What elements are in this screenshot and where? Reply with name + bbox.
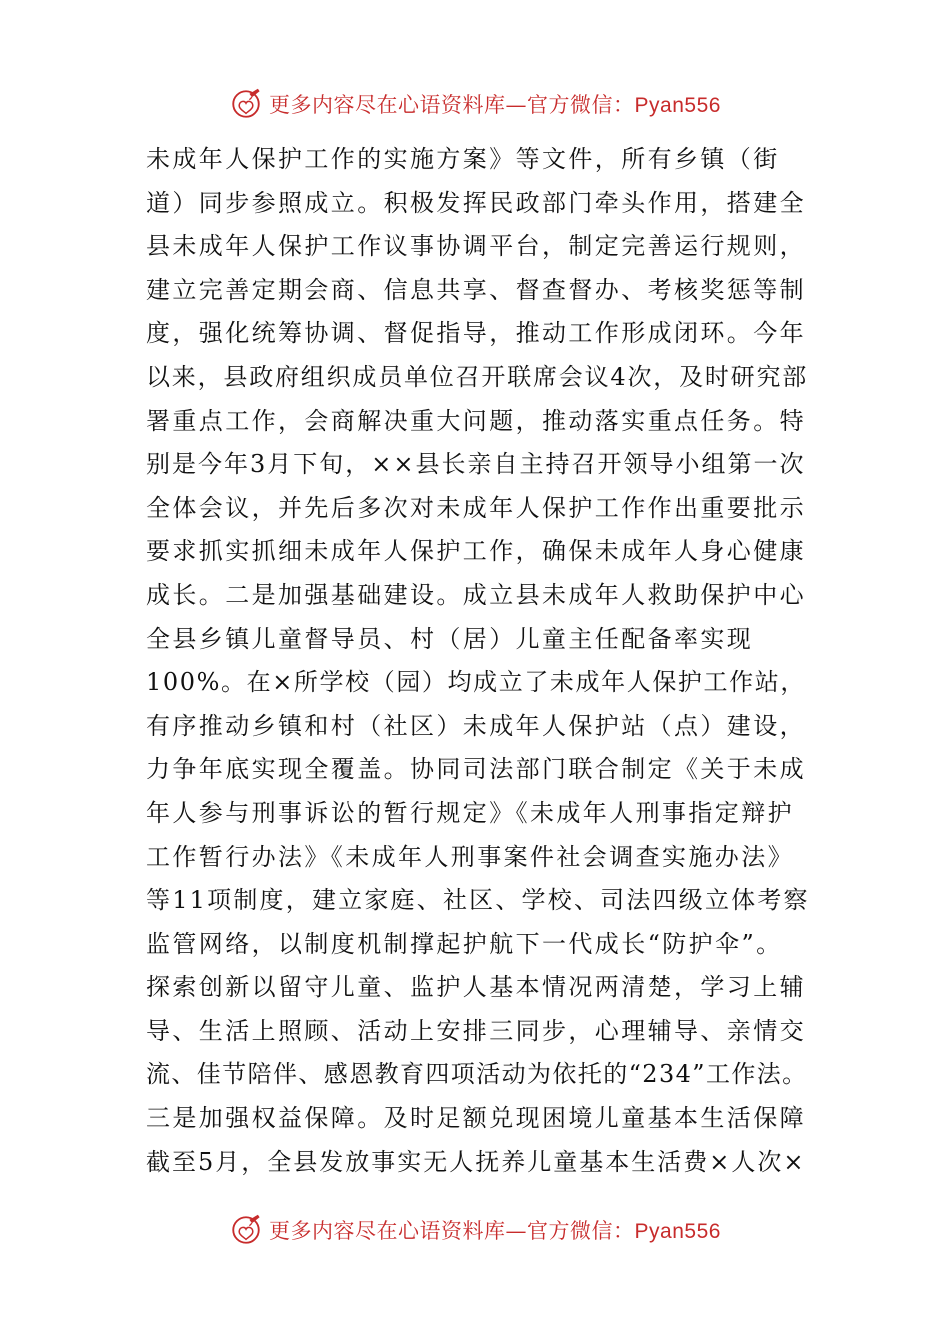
footer-banner: [0, 1210, 950, 1250]
banner-text: 更多内容尽在心语资料库—官方微信：Pyan556: [269, 1219, 721, 1243]
text-line: 工作暂行办法》《未成年人刑事案件社会调查实施办法》: [146, 842, 794, 871]
text-line: 监管网络，以制度机制撑起护航下一代成长“防护伞”。: [146, 929, 783, 958]
text-line: 县未成年人保护工作议事协调平台，制定完善运行规则，: [146, 232, 806, 261]
text-line: 道）同步参照成立。积极发挥民政部门牵头作用，搭建全: [146, 188, 806, 217]
text-line: 力争年底实现全覆盖。协同司法部门联合制定《关于未成: [146, 755, 806, 784]
document-body: [146, 138, 810, 1184]
text-line: 流、佳节陪伴、感恩教育四项活动为依托的“234”工作法。: [146, 1060, 808, 1089]
text-line: 别是今年3月下旬，××县长亲自主持召开领导小组第一次: [146, 450, 806, 479]
text-line: 等11项制度，建立家庭、社区、学校、司法四级立体考察: [146, 886, 810, 915]
wechat-id: Pyan556: [634, 1220, 721, 1243]
pen-heart-logo-icon: [229, 87, 263, 121]
wechat-id: Pyan556: [634, 94, 721, 117]
text-line: 署重点工作，会商解决重大问题，推动落实重点任务。特: [146, 406, 806, 435]
text-line: 三是加强权益保障。及时足额兑现困境儿童基本生活保障: [146, 1104, 806, 1133]
text-line: 未成年人保护工作的实施方案》等文件，所有乡镇（街: [146, 145, 780, 173]
text-line: 成长。二是加强基础建设。成立县未成年人救助保护中心: [146, 580, 806, 609]
text-line: 导、生活上照顾、活动上安排三同步，心理辅导、亲情交: [146, 1016, 806, 1045]
text-line: 建立完善定期会商、信息共享、督查督办、考核奖惩等制: [146, 275, 806, 304]
text-line: 要求抓实抓细未成年人保护工作，确保未成年人身心健康: [146, 537, 806, 566]
pen-heart-logo-icon: [229, 1213, 263, 1247]
text-line: 全体会议，并先后多次对未成年人保护工作作出重要批示: [146, 493, 806, 522]
text-line: 全县乡镇儿童督导员、村（居）儿童主任配备率实现: [146, 624, 754, 653]
text-line: 有序推动乡镇和村（社区）未成年人保护站（点）建设，: [146, 711, 806, 740]
text-line: 以来，县政府组织成员单位召开联席会议4次，及时研究部: [146, 362, 809, 391]
banner-text: 更多内容尽在心语资料库—官方微信：Pyan556: [269, 93, 721, 117]
text-line: 年人参与刑事诉讼的暂行规定》《未成年人刑事指定辩护: [146, 798, 794, 827]
header-banner: [0, 84, 950, 124]
text-line: 探索创新以留守儿童、监护人基本情况两清楚，学习上辅: [146, 973, 806, 1002]
text-line: 度，强化统筹协调、督促指导，推动工作形成闭环。今年: [146, 319, 806, 348]
text-line: 截至5月，全县发放事实无人抚养儿童基本生活费×人次×: [146, 1147, 806, 1176]
text-line: 100%。在×所学校（园）均成立了未成年人保护工作站，: [146, 668, 806, 697]
